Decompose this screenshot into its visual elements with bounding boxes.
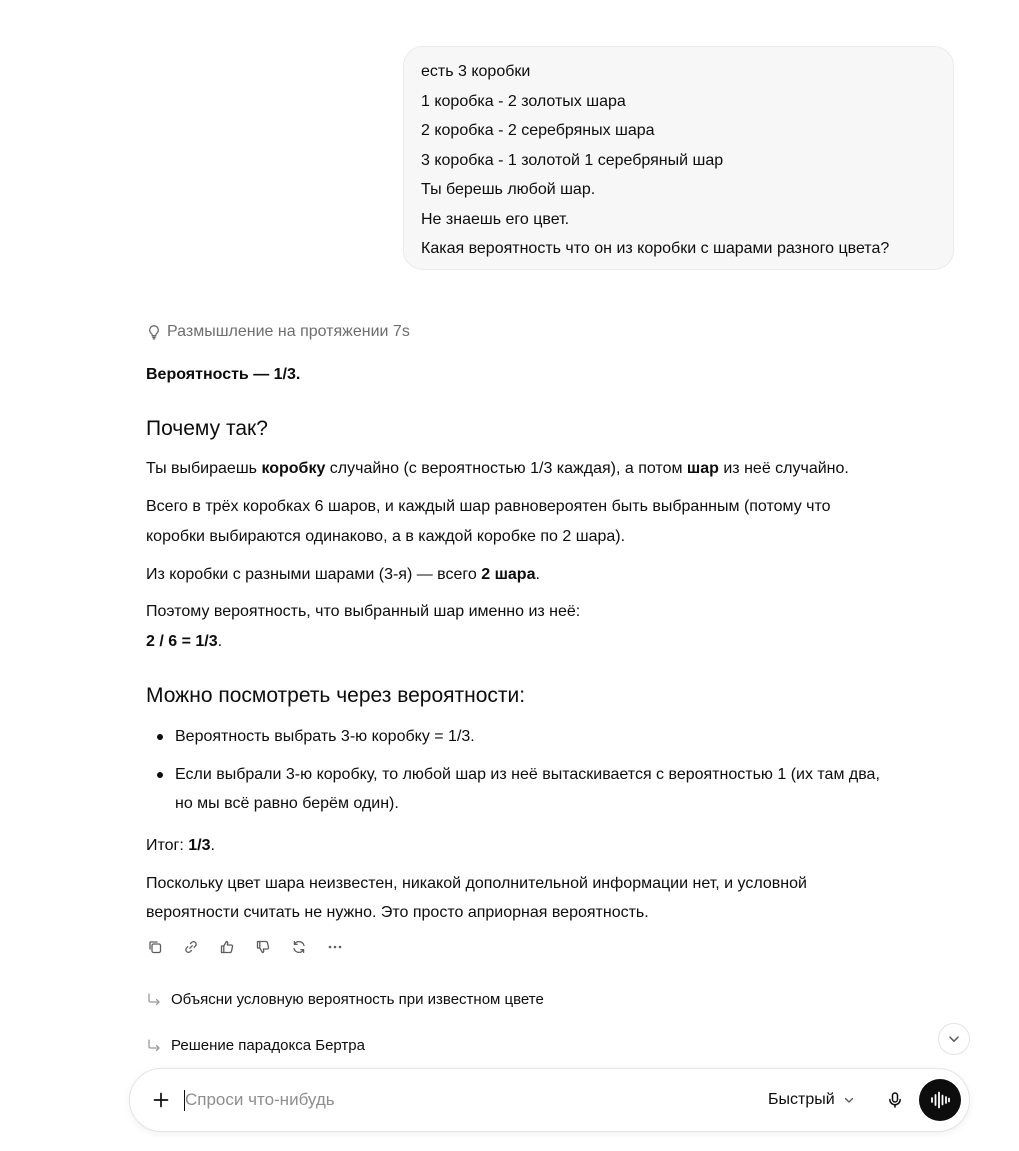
chevron-down-icon xyxy=(947,1032,961,1046)
user-message-line: Не знаешь его цвет. xyxy=(421,210,570,228)
plus-icon xyxy=(152,1091,170,1109)
user-message-line: 2 коробка - 2 серебряных шара xyxy=(421,122,655,139)
text: Итог: xyxy=(146,837,189,854)
reply-arrow-icon xyxy=(146,992,162,1008)
result-line xyxy=(146,831,215,861)
heading-why: Почему так? xyxy=(146,417,268,440)
bullet-dot xyxy=(157,734,163,740)
prompt-input[interactable] xyxy=(185,1085,745,1115)
paragraph-2-line-1: Всего в трёх коробках 6 шаров, и каждый шар равновероятен быть выбранным (потому что xyxy=(146,498,831,515)
bold-text: коробку xyxy=(261,460,326,477)
microphone-icon xyxy=(886,1091,904,1109)
chevron-down-icon xyxy=(843,1094,855,1106)
paragraph-4-line-1: Поэтому вероятность, что выбранный шар именно из неё: xyxy=(146,603,581,620)
paragraph-2-line-2: коробки выбираются одинаково, а в каждой коробке по 2 шара). xyxy=(146,528,626,545)
suggestion-item[interactable] xyxy=(146,991,544,1008)
good-response-button[interactable] xyxy=(218,937,236,957)
scroll-to-bottom-button[interactable] xyxy=(938,1023,970,1055)
bad-response-button[interactable] xyxy=(254,937,272,957)
message-actions xyxy=(146,937,344,957)
user-message-line: Ты берешь любой шар. xyxy=(421,181,596,198)
dictate-button[interactable] xyxy=(884,1089,906,1111)
user-message-line: есть 3 коробки xyxy=(421,63,531,80)
voice-mode-button[interactable] xyxy=(919,1079,961,1121)
bullet-2-line-2: но мы всё равно берём один). xyxy=(175,795,399,812)
link-icon xyxy=(183,939,199,955)
regenerate-icon xyxy=(291,939,307,955)
attach-button[interactable] xyxy=(150,1089,172,1111)
bold-text: 2 / 6 = 1/3 xyxy=(146,633,218,650)
lightbulb-icon xyxy=(146,324,162,340)
copy-button[interactable] xyxy=(146,937,164,957)
bullet-1: Вероятность выбрать 3-ю коробку = 1/3. xyxy=(175,728,475,745)
bold-text: 1/3 xyxy=(188,837,211,854)
paragraph-3 xyxy=(146,560,540,590)
copy-icon xyxy=(147,939,163,955)
paragraph-1 xyxy=(146,454,849,484)
text: Из коробки с разными шарами (3-я) — всего xyxy=(146,566,482,583)
user-message-line: 1 коробка - 2 золотых шара xyxy=(421,92,626,110)
share-link-button[interactable] xyxy=(182,937,200,957)
answer-summary: Вероятность — 1/3. xyxy=(146,366,301,383)
text: . xyxy=(210,837,215,854)
text: случайно (с вероятностью 1/3 каждая), а потом xyxy=(325,460,687,477)
paragraph-5-line-2: вероятности считать не нужно. Это просто априорная вероятность. xyxy=(146,904,649,921)
regenerate-button[interactable] xyxy=(290,937,308,957)
bold-text: шар xyxy=(686,460,719,477)
user-message-line: 3 коробка - 1 золотой 1 серебряный шар xyxy=(421,151,724,169)
text: Ты выбираешь xyxy=(146,460,262,477)
composer xyxy=(129,1068,970,1132)
reply-arrow-icon xyxy=(146,1038,162,1054)
model-label: Быстрый xyxy=(768,1091,835,1108)
model-selector[interactable] xyxy=(768,1087,855,1113)
thinking-label: Размышление на протяжении 7s xyxy=(167,323,410,340)
thumbs-up-icon xyxy=(219,939,235,955)
bold-text: 2 шара xyxy=(481,566,536,583)
text: . xyxy=(217,633,223,650)
paragraph-4-line-2 xyxy=(146,627,222,657)
text: из неё случайно. xyxy=(718,460,849,477)
user-message-bubble xyxy=(403,46,954,270)
more-options-button[interactable] xyxy=(326,937,344,957)
thumbs-down-icon xyxy=(255,939,271,955)
paragraph-5-line-1: Поскольку цвет шара неизвестен, никакой дополнительной информации нет, и условной xyxy=(146,875,807,892)
suggestion-label: Объясни условную вероятность при известном цвете xyxy=(171,991,544,1008)
suggestion-label: Решение парадокса Бертра xyxy=(171,1037,365,1054)
bullet-2-line-1: Если выбрали 3-ю коробку, то любой шар из неё вытаскивается с вероятностью 1 (их там два, xyxy=(175,766,880,783)
suggestion-item[interactable] xyxy=(146,1037,365,1054)
bullet-dot xyxy=(157,772,163,778)
text: . xyxy=(535,566,540,583)
user-message-line: Какая вероятность что он из коробки с шарами разного цвета? xyxy=(421,240,890,257)
heading-probabilities: Можно посмотреть через вероятности: xyxy=(146,684,526,707)
waveform-icon xyxy=(929,1089,951,1111)
more-icon xyxy=(327,939,343,955)
thinking-toggle[interactable] xyxy=(146,320,410,344)
